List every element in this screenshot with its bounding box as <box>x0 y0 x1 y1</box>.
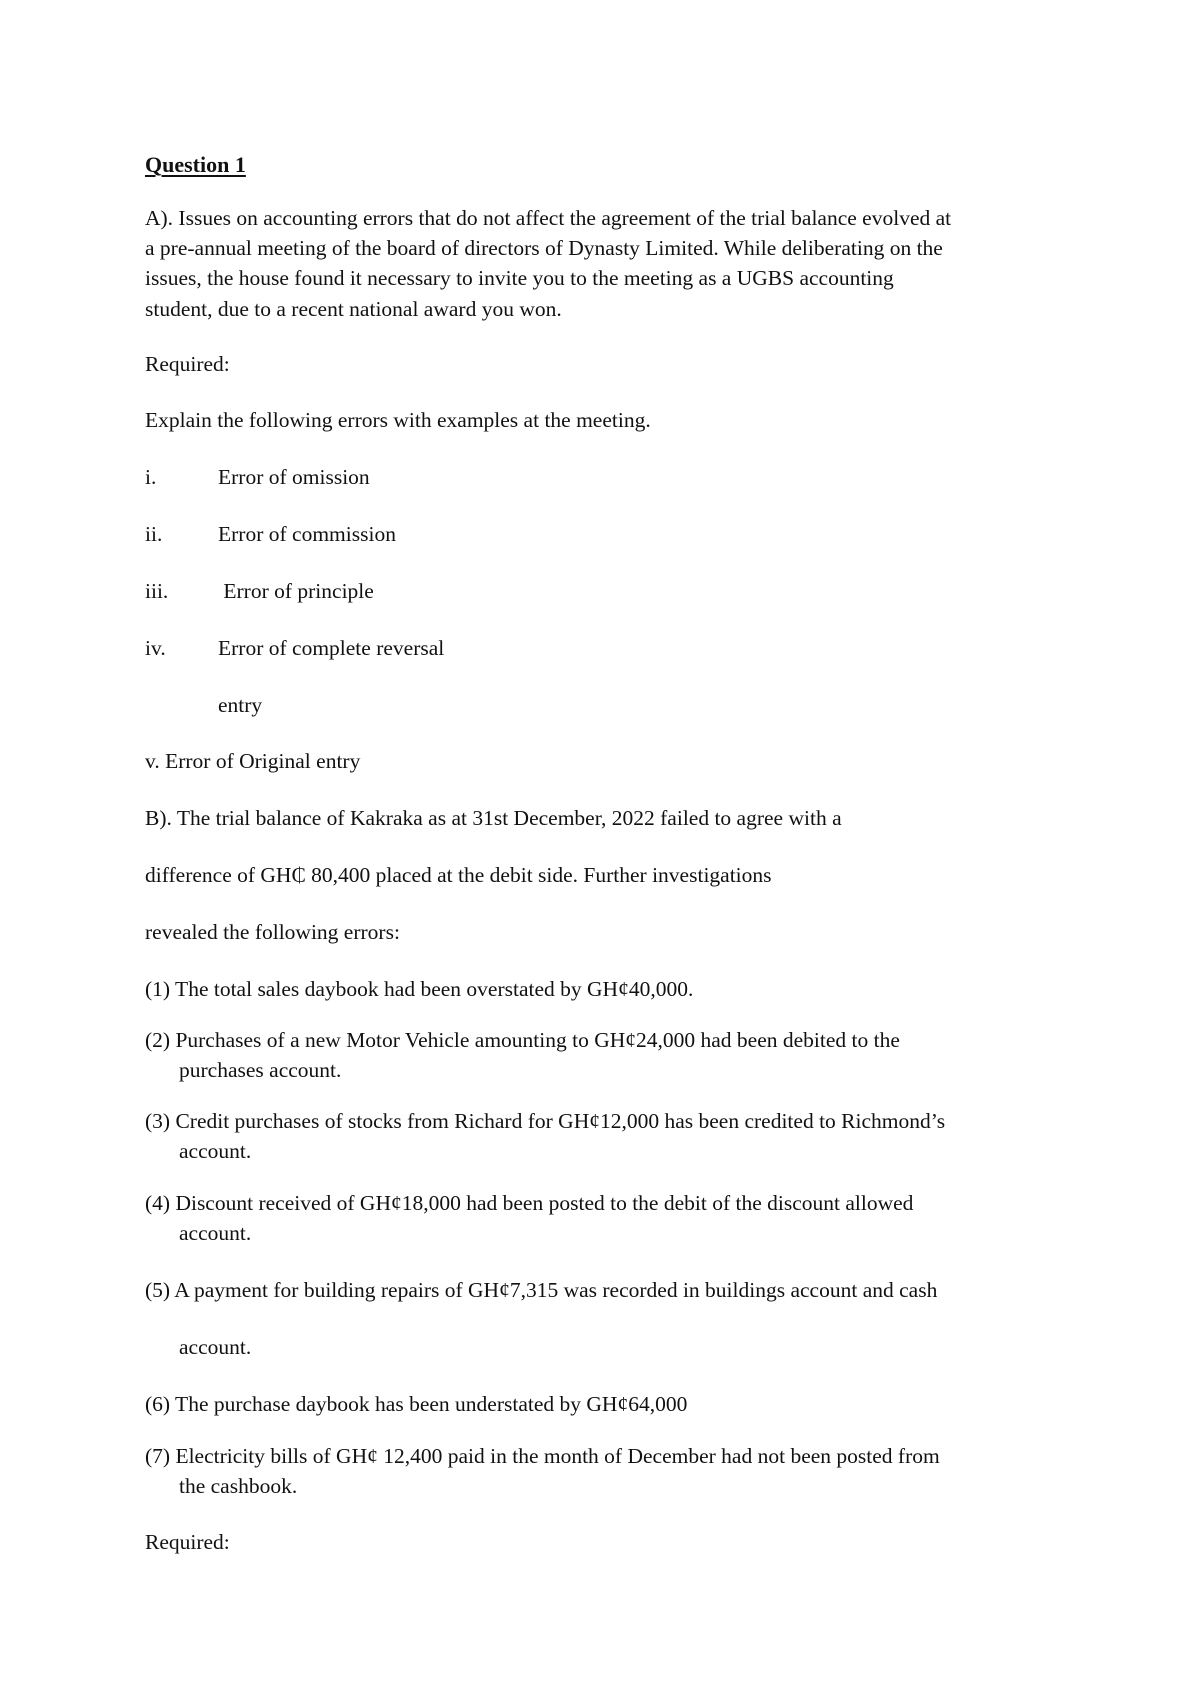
part-a-required: Required: <box>145 352 230 376</box>
part-b-line: B). The trial balance of Kakraka as at 31st December, 2022 failed to agree with a <box>145 806 842 830</box>
error-item: Error of omission <box>218 465 370 489</box>
part-a-line: a pre-annual meeting of the board of directors of Dynasty Limited. While deliberating on the <box>145 236 943 260</box>
part-b-item: (6) The purchase daybook has been understated by GH¢64,000 <box>145 1392 688 1416</box>
part-b-required: Required: <box>145 1530 230 1554</box>
part-a-instruction: Explain the following errors with examples at the meeting. <box>145 408 651 432</box>
part-b-item-continuation: the cashbook. <box>179 1474 298 1498</box>
part-b-item: (1) The total sales daybook had been overstated by GH¢40,000. <box>145 977 694 1001</box>
part-b-line: revealed the following errors: <box>145 920 400 944</box>
question-heading: Question 1 <box>145 152 246 177</box>
part-b-item: (7) Electricity bills of GH¢ 12,400 paid in the month of December had not been posted from <box>145 1444 940 1468</box>
part-b-item: (3) Credit purchases of stocks from Richard for GH¢12,000 has been credited to Richmond’s <box>145 1109 946 1133</box>
part-b-item-continuation: account. <box>179 1335 252 1359</box>
part-b-line: difference of GH₵ 80,400 placed at the debit side. Further investigations <box>145 863 772 887</box>
part-a-line: student, due to a recent national award you won. <box>145 297 562 321</box>
error-numeral: iii. <box>145 579 169 603</box>
part-b-item: (4) Discount received of GH¢18,000 had been posted to the debit of the discount allowed <box>145 1191 914 1215</box>
error-item-fifth: v. Error of Original entry <box>145 749 361 773</box>
part-a-line: A). Issues on accounting errors that do not affect the agreement of the trial balance evolved at <box>145 206 952 230</box>
error-item-continuation: entry <box>218 693 263 717</box>
part-a-line: issues, the house found it necessary to invite you to the meeting as a UGBS accounting <box>145 266 894 290</box>
error-item: Error of commission <box>218 522 396 546</box>
error-numeral: iv. <box>145 636 166 660</box>
part-b-item-continuation: account. <box>179 1139 252 1163</box>
error-numeral: i. <box>145 465 157 489</box>
error-item: Error of principle <box>218 579 374 603</box>
part-b-item: (5) A payment for building repairs of GH¢7,315 was recorded in buildings account and cash <box>145 1278 938 1302</box>
error-item: Error of complete reversal <box>218 636 445 660</box>
part-b-item-continuation: purchases account. <box>179 1058 342 1082</box>
error-numeral: ii. <box>145 522 163 546</box>
part-b-item: (2) Purchases of a new Motor Vehicle amounting to GH¢24,000 had been debited to the <box>145 1028 900 1052</box>
part-b-item-continuation: account. <box>179 1221 252 1245</box>
